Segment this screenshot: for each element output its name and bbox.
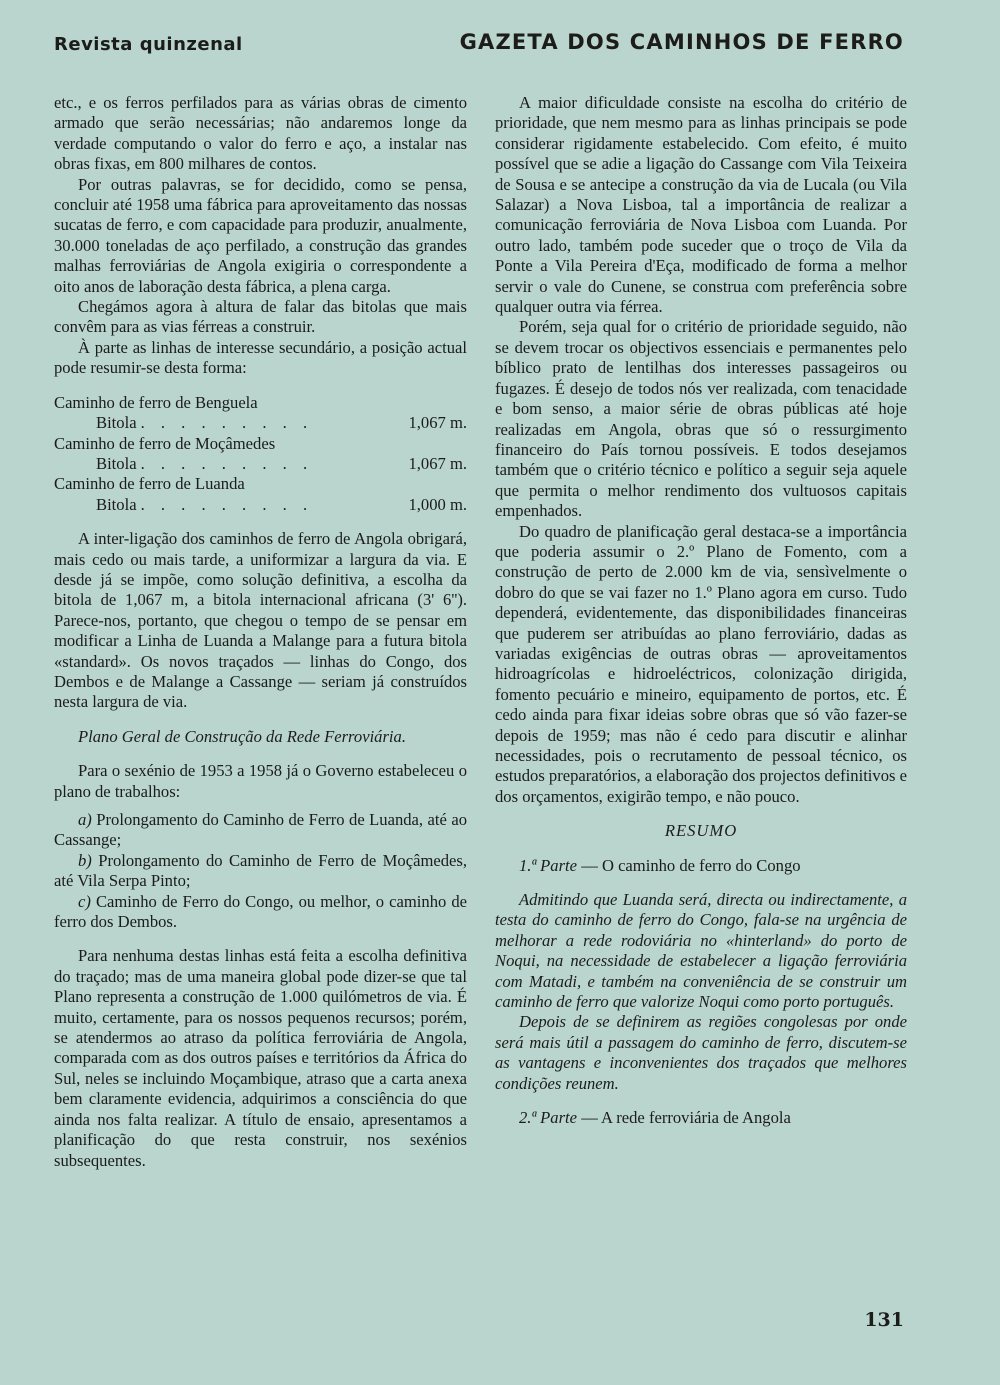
gauge-railway-name: Caminho de ferro de Luanda bbox=[54, 474, 245, 494]
list-item bbox=[54, 851, 467, 892]
leader-dots: . . . . . . . . . bbox=[140, 494, 314, 514]
paragraph: Porém, seja qual for o critério de prioridade seguido, não se devem trocar os objectivos essenciais e permanentes pelo bíblico prato de lentilhas dos interesses passageiros ou fugazes. É desejo de todos nós ver realizada, com tenacidade e bom senso, a maior série de obras públicas até hoje realizadas em Angola, obras que só o ressurgimento financeiro do País tornou possíveis. E todos desejamos também que o critério técnico e político a seguir seja aquele que permita o melhor rendimento dos vultuosos capitais empenhados. bbox=[495, 317, 907, 521]
item-text: Prolongamento do Caminho de Ferro de Moçâmedes, até Vila Serpa Pinto; bbox=[54, 850, 467, 891]
section-heading: Plano Geral de Construção da Rede Ferroviária. bbox=[78, 726, 406, 746]
right-column bbox=[495, 93, 907, 1129]
gauge-row bbox=[54, 413, 467, 433]
page-number: 131 bbox=[864, 1309, 904, 1331]
gauge-label: Bitola bbox=[96, 453, 137, 473]
paragraph: etc., e os ferros perfilados para as várias obras de cimento armado que serão necessárias; não andaremos longe da verdade computando o valor do ferro e aço, a instalar nas obras fixas, em 800 milhares de contos. bbox=[54, 93, 467, 174]
summary-heading: RESUMO bbox=[664, 821, 738, 841]
list-item bbox=[54, 892, 467, 933]
paragraph: Chegámos agora à altura de falar das bitolas que mais convêm para as vias férreas a construir. bbox=[54, 297, 467, 337]
gauge-list bbox=[54, 393, 467, 515]
gauge-value: 1,000 m. bbox=[408, 494, 467, 514]
paragraph: A inter-ligação dos caminhos de ferro de Angola obrigará, mais cedo ou mais tarde, a uniformizar a largura da via. E desde já se impõe, como solução definitiva, a escolha da bitola de 1,067 m, a bitola internacional africana (3' 6''). Parece-nos, portanto, que chegou o tempo de se pensar em modificar a Linha de Luanda a Malange para a futura bitola «standard». Os novos traçados — linhas do Congo, dos Dembos e de Malange a Cassange — seriam já construídos nesta largura de via. bbox=[54, 529, 467, 712]
gauge-label: Bitola bbox=[96, 494, 137, 514]
gauge-railway-name: Caminho de ferro de Benguela bbox=[54, 392, 258, 412]
item-letter: b) bbox=[78, 850, 92, 870]
item-letter: c) bbox=[78, 891, 91, 911]
part-label: 1.ª Parte bbox=[519, 855, 578, 875]
paragraph: Do quadro de planificação geral destaca-se a importância que poderia assumir o 2.º Plano de Fomento, com a construção de perto de 2.000 km de via, sensìvelmente o dobro do que se vai fazer no 1.º Plano agora em curso. Tudo dependerá, evidentemente, das disponibilidades financeiras que puderem ser atribuídas ao plano ferroviário, dadas as variadas exigências de outras obras — aproveitamentos hidroagrícolas e hidroeléctricos, colonização dirigida, fomento pecuário e mineiro, equipamento de portos, etc. É cedo ainda para fixar ideias sobre obras que só vão fazer-se depois de 1959; mas não é cedo para discutir e alinhar necessidades, pois o recrutamento de pessoal técnico, os estudos preparatórios, a elaboração dos projectos definitivos e dos orçamentos, exigirão tempo, e não pouco. bbox=[495, 521, 907, 806]
header-left-title: Revista quinzenal bbox=[54, 34, 243, 55]
header-right-title: GAZETA DOS CAMINHOS DE FERRO bbox=[459, 30, 904, 54]
summary-paragraph: Admitindo que Luanda será, directa ou indirectamente, a testa do caminho de ferro do Congo, fala-se na urgência de melhorar a rede rodoviária no «hinterland» do porto de Noqui, na necessidade de estabelecer a ligação ferroviária com Matadi, e também na conveniência de se construir um caminho de ferro que valorize Noqui como porto português. bbox=[495, 890, 907, 1012]
paragraph: Para o sexénio de 1953 a 1958 já o Governo estabeleceu o plano de trabalhos: bbox=[54, 761, 467, 801]
gauge-row bbox=[54, 495, 467, 515]
paragraph: À parte as linhas de interesse secundário, a posição actual pode resumir-se desta forma: bbox=[54, 337, 467, 378]
item-letter: a) bbox=[78, 810, 92, 829]
gauge-value: 1,067 m. bbox=[408, 453, 467, 473]
part-heading bbox=[495, 1108, 907, 1128]
gauge-label: Bitola bbox=[96, 413, 137, 433]
part-title: — A rede ferroviária de Angola bbox=[577, 1108, 791, 1128]
item-text: Caminho de Ferro do Congo, ou melhor, o caminho de ferro dos Dembos. bbox=[54, 891, 467, 932]
left-column bbox=[54, 93, 467, 1171]
leader-dots: . . . . . . . . . bbox=[140, 453, 314, 473]
summary-paragraph: Depois de se definirem as regiões congolesas por onde será mais útil a passagem do caminho de ferro, discutem-se as vantagens e inconvenientes dos traçados que melhores condições reunem. bbox=[495, 1012, 907, 1093]
gauge-row bbox=[54, 454, 467, 474]
paragraph: Por outras palavras, se for decidido, como se pensa, concluir até 1958 uma fábrica para aproveitamento das nossas sucatas de ferro, e com capacidade para produzir, anualmente, 30.000 toneladas de aço perfilado, a construção das grandes malhas ferroviárias de Angola exigiria o correspondente a oito anos de laboração desta fábrica, a plena carga. bbox=[54, 174, 467, 296]
gauge-value: 1,067 m. bbox=[408, 413, 467, 433]
gauge-railway-name: Caminho de ferro de Moçâmedes bbox=[54, 433, 276, 453]
part-heading bbox=[495, 856, 907, 876]
paragraph: Para nenhuma destas linhas está feita a escolha definitiva do traçado; mas de uma maneira global pode dizer-se que tal Plano representa a construção de 1.000 quilómetros de via. É muito, certamente, para os nossos pequenos recursos; porém, se atendermos ao atraso da política ferroviária de Angola, comparada com as dos outros países e territórios da África do Sul, neles se incluindo Moçambique, atraso que a carta anexa bem claramente evidencia, adquirimos a consciência do que ainda nos falta realizar. A título de ensaio, apresentamos a planificação do que resta construir, nos sexénios subsequentes. bbox=[54, 946, 467, 1170]
leader-dots: . . . . . . . . . bbox=[140, 413, 314, 433]
paragraph: A maior dificuldade consiste na escolha do critério de prioridade, que nem mesmo para as linhas principais se pode considerar rigidamente estabelecido. Com efeito, é muito possível que se adie a ligação do Cassange com Vila Teixeira de Sousa e se antecipe a construção da via de Lucala (ou Vila Salazar) a Nova Lisboa, tal a importância de realizar a comunicação ferroviária de Nova Lisboa com Luanda. Por outro lado, também pode suceder que o troço de Vila da Ponte a Vila Pereira d'Eça, modificado de forma a melhor servir o vale do Cunene, se construa com preferência sobre qualquer outra via férrea. bbox=[495, 93, 907, 317]
item-text: Prolongamento do Caminho de Ferro de Luanda, até ao Cassange; bbox=[54, 810, 467, 850]
list-item bbox=[54, 810, 467, 851]
part-label: 2.ª Parte bbox=[519, 1108, 578, 1128]
part-title: — O caminho de ferro do Congo bbox=[577, 855, 801, 875]
